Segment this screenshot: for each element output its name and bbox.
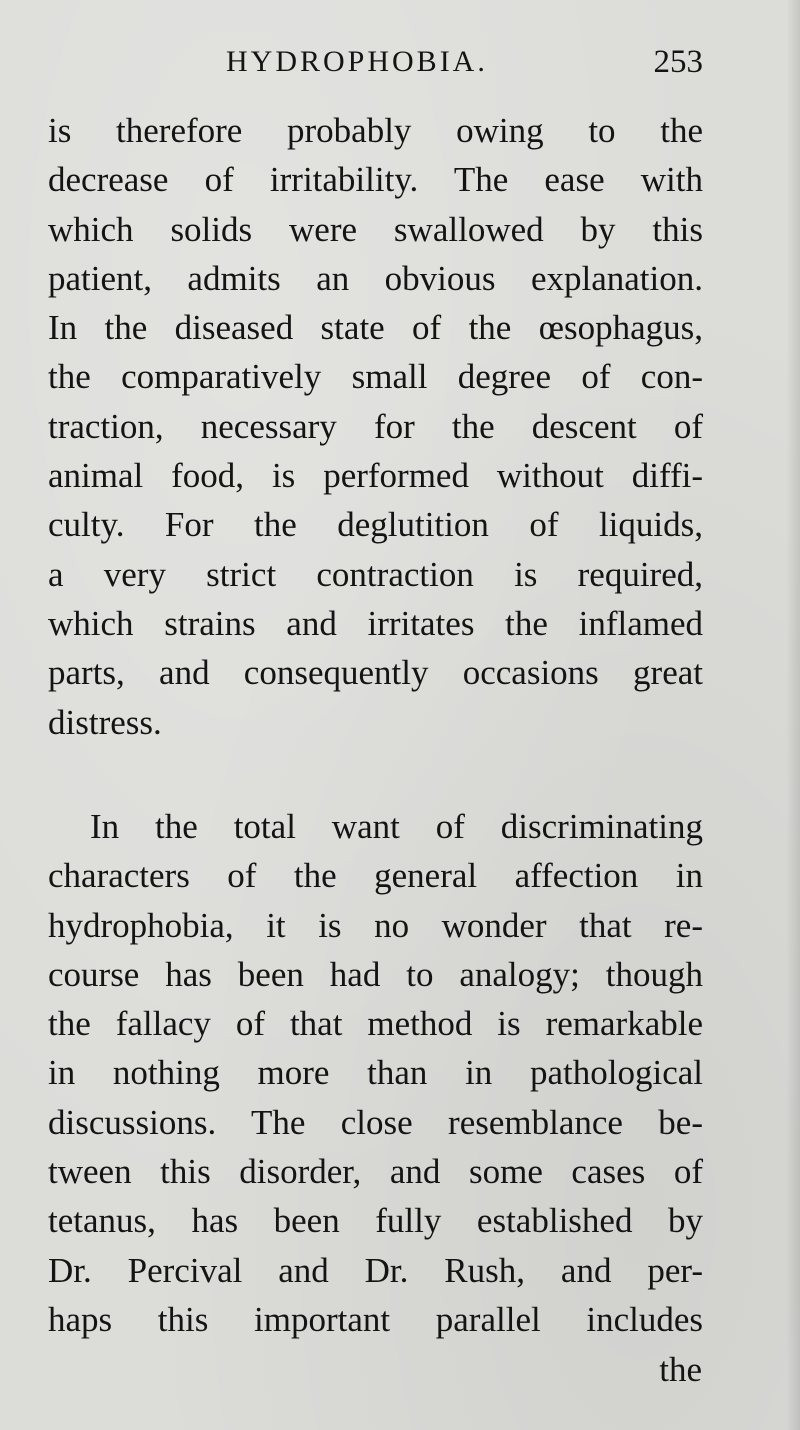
text-line: discussions. The close resemblance be-	[48, 1102, 703, 1142]
page-number: 253	[653, 44, 703, 80]
text-line: which solids were swallowed by this	[48, 209, 703, 249]
text-line: In the diseased state of the œsophagus,	[48, 308, 703, 348]
text-line: the fallacy of that method is remarkable	[48, 1004, 703, 1044]
text-line: patient, admits an obvious explanation.	[48, 258, 703, 298]
text-line: tween this disorder, and some cases of	[48, 1152, 703, 1192]
text-line: culty. For the deglutition of liquids,	[48, 505, 703, 545]
page-edge-shadow	[786, 0, 800, 1430]
text-line: characters of the general affection in	[48, 856, 703, 896]
catchword: the	[659, 1350, 702, 1389]
text-line: decrease of irritability. The ease with	[48, 160, 703, 200]
text-line: animal food, is performed without diffi-	[48, 456, 703, 496]
text-line: the comparatively small degree of con-	[48, 357, 703, 397]
text-line: traction, necessary for the descent of	[48, 406, 703, 446]
text-line: in nothing more than in pathological	[48, 1053, 703, 1093]
running-head	[48, 40, 703, 84]
text-line: parts, and consequently occasions great	[48, 653, 703, 693]
text-line-last: distress.	[48, 702, 162, 742]
paragraph-2	[48, 802, 703, 1344]
paragraph-1	[48, 106, 703, 747]
text-line: tetanus, has been fully established by	[48, 1201, 703, 1241]
text-line: hydrophobia, it is no wonder that re-	[48, 905, 703, 945]
text-line: Dr. Percival and Dr. Rush, and per-	[48, 1250, 703, 1290]
text-line: is therefore probably owing to the	[48, 111, 703, 150]
text-line: course has been had to analogy; though	[48, 954, 703, 994]
text-line: which strains and irritates the inflamed	[48, 603, 703, 643]
text-line: haps this important parallel includes	[48, 1299, 703, 1339]
text-line-indented: In the total want of discriminating	[90, 807, 703, 846]
running-head-title: HYDROPHOBIA.	[226, 45, 488, 78]
text-line: a very strict contraction is required,	[48, 554, 703, 594]
